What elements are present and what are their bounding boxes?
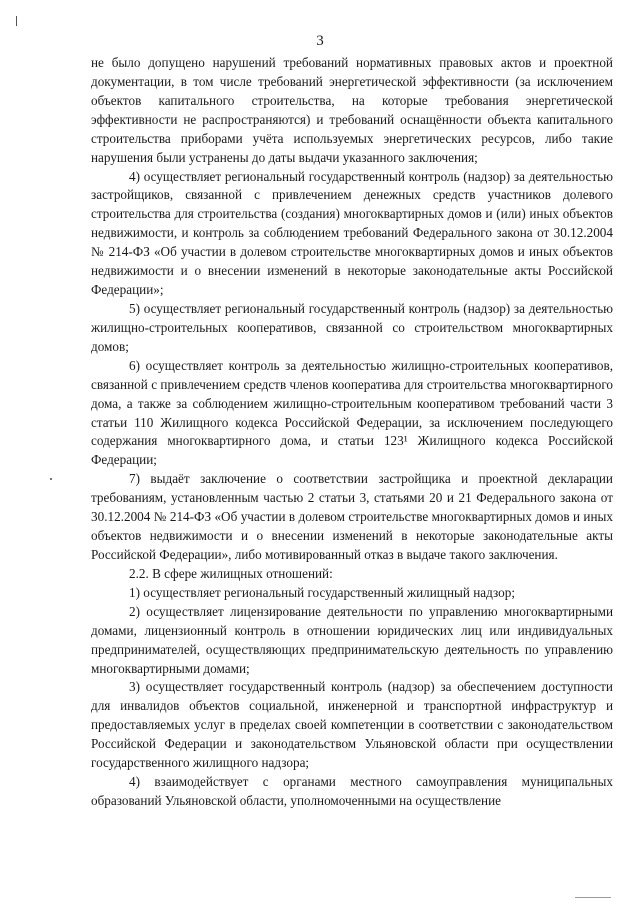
- paragraph-item-7: 7) выдаёт заключение о соответствии застройщика и проектной декларации требованиям, установленным частью 2 статьи 3, статьями 20 и 21 Федерального закона от 30.12.2004 № 214-ФЗ «Об участии в долевом строительстве многоквартирных домов и иных объектов недвижимости и о внесении изменений в некоторые законодательные акты Российской Федерации», либо мотивированный отказ в выдаче такого заключения.: [91, 471, 613, 562]
- paragraph-item-5: 5) осуществляет региональный государственный контроль (надзор) за деятельностью жилищно-строительных кооперативов, связанной со строительством многоквартирных домов;: [91, 300, 613, 354]
- section-heading-2-2: 2.2. В сфере жилищных отношений:: [129, 565, 333, 581]
- paragraph-housing-item-4: 4) взаимодействует с органами местного самоуправления муниципальных образований Ульяновской области, уполномоченными на осуществление: [91, 774, 613, 808]
- paragraph-housing-item-1: 1) осуществляет региональный государственный жилищный надзор;: [129, 584, 515, 600]
- margin-mark: [16, 16, 17, 26]
- scan-artifact-line: [575, 897, 611, 898]
- paragraph-housing-item-3: 3) осуществляет государственный контроль (надзор) за обеспечением доступности для инвалидов объектов социальной, инженерной и транспортной инфраструктур и предоставляемых услуг в пределах своей компетенции в соответствии с законодательством Российской Федерации и законодательством Ульяновской области при осуществлении государственного жилищного надзора;: [91, 679, 613, 771]
- paragraph-item-4: 4) осуществляет региональный государственный контроль (надзор) за деятельностью застройщиков, связанной с привлечением денежных средств участников долевого строительства для строительства (создания) многоквартирных домов и (или) иных объектов недвижимости, и контроль за соблюдением требований Федерального закона от 30.12.2004 № 214-ФЗ «Об участии в долевом строительстве многоквартирных домов и иных объектов недвижимости и о внесении изменений в некоторые законодательные акты Российской Федерации»;: [91, 168, 613, 298]
- scan-speck: [50, 478, 52, 480]
- paragraph-housing-item-2: 2) осуществляет лицензирование деятельности по управлению многоквартирными домами, лицензионный контроль в отношении юридических лиц или индивидуальных предпринимателей, осуществляющих предпринимательскую деятельность по управлению многоквартирными домами;: [91, 603, 613, 676]
- paragraph-item-6: 6) осуществляет контроль за деятельностью жилищно-строительных кооперативов, связанной с привлечением средств членов кооператива для строительства многоквартирного дома, а также за соблюдением жилищно-строительным кооперативом требований части 3 статьи 110 Жилищного кодекса Российской Федерации, за исключением последующего содержания многоквартирного дома, и статьи 123¹ Жилищного кодекса Российской Федерации;: [91, 357, 613, 468]
- page-number: 3: [316, 33, 324, 49]
- paragraph-continuation: не было допущено нарушений требований нормативных правовых актов и проектной документации, в том числе требований энергетической эффективности (за исключением объектов капитального строительства, на которые требования энергетической эффективности не распространяются) и требований оснащённости объекта капитального строительства приборами учёта используемых энергетических ресурсов, либо такие нарушения были устранены до даты выдачи указанного заключения;: [91, 55, 613, 165]
- document-body: [91, 54, 613, 811]
